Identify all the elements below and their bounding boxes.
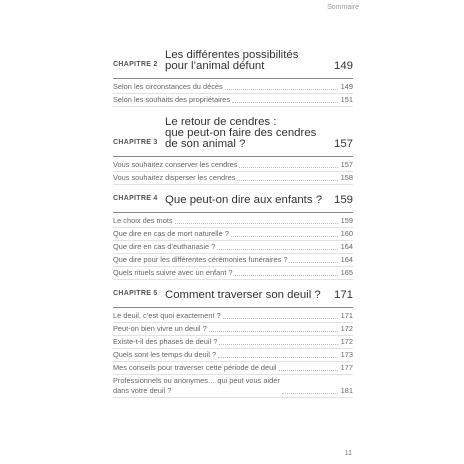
toc-entry bbox=[113, 362, 353, 375]
dot-leader bbox=[223, 318, 338, 319]
chapter-label: CHAPITRE 2 bbox=[113, 61, 158, 68]
chapter-title-line: pour l’animal défunt bbox=[165, 60, 265, 72]
entry-title: Peut-on bien vivre un deuil ? bbox=[113, 324, 207, 333]
toc-entry bbox=[113, 254, 353, 267]
entry-title: Vous souhaitez conserver les cendres bbox=[113, 160, 238, 169]
chapter-rule bbox=[113, 307, 353, 308]
entry-title: Quels rituels suivre avec un enfant ? bbox=[113, 268, 233, 277]
chapter-title-line: Comment traverser son deuil ? bbox=[165, 289, 321, 301]
chapter-heading bbox=[113, 195, 353, 211]
entry-page-number: 157 bbox=[340, 160, 353, 169]
entry-page-number: 151 bbox=[340, 95, 353, 104]
entry-title: Que dire en cas d’euthanasie ? bbox=[113, 242, 216, 251]
chapter-title bbox=[165, 117, 316, 150]
chapter-title-line: de son animal ? bbox=[165, 138, 246, 150]
chapter-title bbox=[165, 50, 298, 72]
entry-title: Existe-t-il des phases de deuil ? bbox=[113, 337, 218, 346]
toc-entry bbox=[113, 310, 353, 323]
entry-page-number: 165 bbox=[340, 268, 353, 277]
chapter-section bbox=[113, 49, 353, 104]
toc-entry bbox=[113, 215, 353, 228]
entry-page-number: 172 bbox=[340, 324, 353, 333]
dot-leader bbox=[175, 223, 338, 224]
dot-leader bbox=[232, 102, 338, 103]
entry-title bbox=[113, 376, 280, 396]
entry-title: Mes conseils pour traverser cette période de deuil bbox=[113, 363, 277, 372]
entry-title: Selon les circonstances du décès bbox=[113, 82, 223, 91]
entry-page-number: 160 bbox=[340, 229, 353, 238]
dot-leader bbox=[237, 180, 338, 181]
dot-leader bbox=[279, 370, 338, 371]
entry-title-line: Professionnels ou anonymes… qui peut vous aider bbox=[113, 376, 280, 385]
entry-title: Que dire en cas de mort naturelle ? bbox=[113, 229, 229, 238]
toc-entry bbox=[113, 159, 353, 172]
dot-leader bbox=[231, 236, 338, 237]
toc-entry bbox=[113, 349, 353, 362]
dot-leader bbox=[219, 344, 338, 345]
toc-entry bbox=[113, 336, 353, 349]
entry-title: Que dire pour les différentes cérémonies funéraires ? bbox=[113, 255, 288, 264]
toc-entry bbox=[113, 94, 353, 107]
dot-leader bbox=[282, 393, 338, 394]
toc-entry bbox=[113, 228, 353, 241]
entry-page-number: 164 bbox=[340, 255, 353, 264]
entry-title: Vous souhaitez disperser les cendres bbox=[113, 173, 236, 182]
entry-title: Le deuil, c’est quoi exactement ? bbox=[113, 311, 221, 320]
toc-entry bbox=[113, 241, 353, 254]
entry-page-number: 158 bbox=[340, 173, 353, 182]
dot-leader bbox=[225, 89, 338, 90]
entry-page-number: 172 bbox=[340, 337, 353, 346]
chapter-title bbox=[165, 195, 322, 206]
entry-page-number: 177 bbox=[340, 363, 353, 372]
dot-leader bbox=[218, 357, 338, 358]
chapter-rule bbox=[113, 78, 353, 79]
entry-title: Selon les souhaits des propriétaires bbox=[113, 95, 231, 104]
chapter-section bbox=[113, 116, 353, 182]
entry-page-number: 159 bbox=[340, 216, 353, 225]
toc-entry bbox=[113, 172, 353, 185]
chapter-page-number: 171 bbox=[333, 289, 353, 301]
dot-leader bbox=[289, 262, 338, 263]
toc-entry bbox=[113, 81, 353, 94]
chapter-heading bbox=[113, 290, 353, 306]
entry-page-number: 164 bbox=[340, 242, 353, 251]
entry-title-line: dans votre deuil ? bbox=[113, 386, 172, 395]
chapter-title bbox=[165, 290, 321, 301]
toc-entry bbox=[113, 323, 353, 336]
chapter-label: CHAPITRE 3 bbox=[113, 139, 158, 146]
dot-leader bbox=[209, 331, 338, 332]
chapter-page-number: 157 bbox=[333, 138, 353, 150]
chapter-page-number: 149 bbox=[333, 60, 353, 72]
chapter-label: CHAPITRE 4 bbox=[113, 195, 158, 202]
chapter-section bbox=[113, 289, 353, 395]
chapter-title-line: que peut-on faire des cendres bbox=[165, 127, 317, 139]
chapter-title-line: Les différentes possibilités bbox=[165, 49, 299, 61]
dot-leader bbox=[217, 249, 338, 250]
dot-leader bbox=[235, 275, 338, 276]
entry-title: Le choix des mots bbox=[113, 216, 173, 225]
chapter-section bbox=[113, 194, 353, 277]
chapter-title-line: Le retour de cendres : bbox=[165, 116, 277, 128]
chapter-label: CHAPITRE 5 bbox=[113, 290, 158, 297]
entry-page-number: 173 bbox=[340, 350, 353, 359]
chapter-title-line: Que peut-on dire aux enfants ? bbox=[165, 194, 323, 206]
page-number: 11 bbox=[344, 450, 352, 457]
chapter-rule bbox=[113, 156, 353, 157]
chapter-rule bbox=[113, 212, 353, 213]
entry-title: Quels sont les temps du deuil ? bbox=[113, 350, 217, 359]
entry-page-number: 149 bbox=[340, 82, 353, 91]
chapter-page-number: 159 bbox=[333, 194, 353, 206]
dot-leader bbox=[239, 167, 338, 168]
running-head: Sommaire bbox=[327, 4, 359, 11]
toc-entry bbox=[113, 375, 353, 398]
chapter-heading bbox=[113, 117, 353, 155]
entry-page-number: 171 bbox=[340, 311, 353, 320]
toc-entry bbox=[113, 267, 353, 280]
entry-page-number: 181 bbox=[340, 386, 353, 395]
chapter-heading bbox=[113, 50, 353, 77]
